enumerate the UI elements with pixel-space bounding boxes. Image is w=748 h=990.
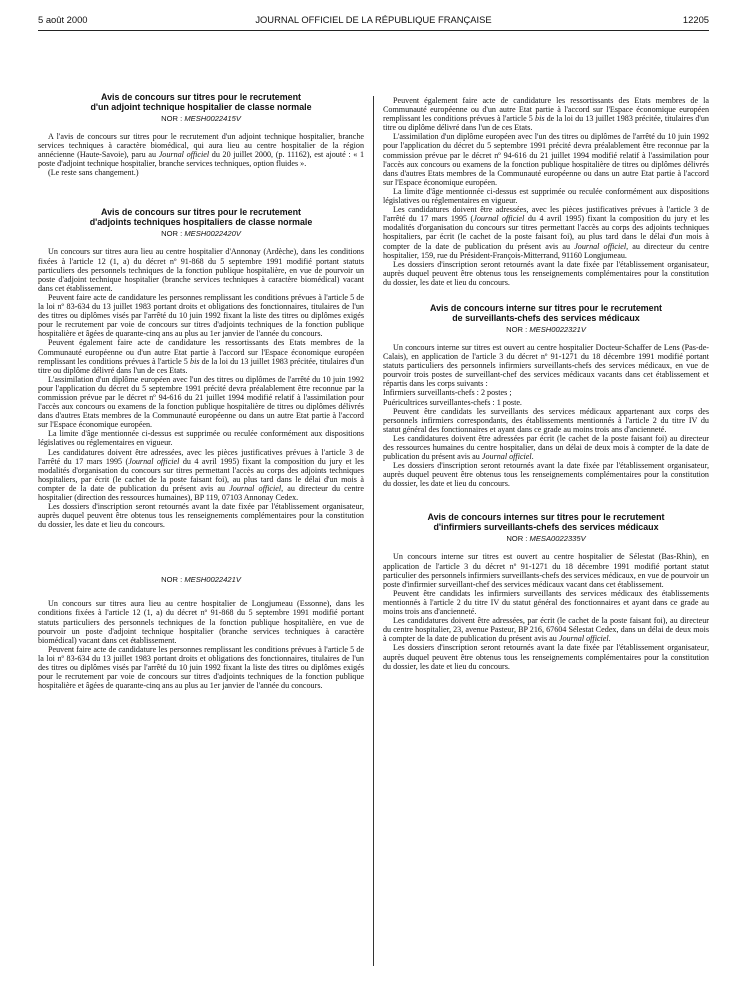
paragraph: Peuvent faire acte de candidature les personnes remplissant les conditions prévues à l'article 5 de la loi nº 83-634 du 13 juillet 1983 portant droits et obligations des fonctionnaires, titulaires de l'un des titres ou diplômes visés par l'arrêté du 10 juin 1992 fixant la liste des titres ou diplômes exigés pour le recrutement par voie de concours sur titres d'adjoints techniques de la fonction publique hospitalière et âgées de quarante-cinq ans au plus au 1er janvier de l'année du concours. xyxy=(38,292,364,339)
column-divider xyxy=(373,96,374,966)
paragraph: Les dossiers d'inscription seront retournés avant la date fixée par l'établissement organisateur, auprès duquel peuvent être obtenus tous les renseignements complémentaires pour la constitution du dossier, les date et lieu du concours. xyxy=(383,643,709,671)
paragraph: Les dossiers d'inscription seront retournés avant la date fixée par l'établissement organisateur, auprès duquel peuvent être obtenus tous les renseignements complémentaires pour la constitution du dossier, les date et lieu du concours. xyxy=(383,259,709,287)
paragraph: Les candidatures doivent être adressées, avec les pièces justificatives prévues à l'article 3 de l'arrêté du 17 mars 1995 (Journal officiel du 4 avril 1995) fixant la composition du jury et les modalités d'organisation du concours sur titres permettant l'accès au corps des adjoints techniques hospitaliers, par écrit (le cachet de la poste faisant foi), au plus tard dans le délai d'un mois à compter de la date de publication du présent avis au Journal officiel, au directeur du centre hospitalier (direction des ressources humaines), BP 119, 07103 Annonay Cedex. xyxy=(38,447,364,502)
list-item: Infirmiers surveillants-chefs : 2 postes ; xyxy=(383,388,512,398)
paragraph: Les candidatures doivent être adressées, par écrit (le cachet de la poste faisant foi), au directeur du centre hospitalier, 23, avenue Pasteur, BP 216, 67604 Sélestat Cedex, dans un délai de deux mois à compter de la date de publication du présent avis au Journal officiel. xyxy=(383,616,709,644)
paragraph: L'assimilation d'un diplôme européen avec l'un des titres ou diplômes de l'arrêté du 10 juin 1992 pour l'application du décret du 5 septembre 1991 précité devra préalablement être reconnue par la commission prévue par le décret nº 94-616 du 21 juillet 1994 modifié relatif à l'assimilation pour l'accès aux concours ou examens de la fonction publique hospitalière de titres ou diplômes délivrés dans d'autres Etats membres de la Communauté européenne ou dans un autre Etat partie à l'accord sur l'Espace économique européen. xyxy=(38,374,364,430)
paragraph: A l'avis de concours sur titres pour le recrutement d'un adjoint technique hospitalier, branche services techniques à caractère biomédical, qui aura lieu au centre hospitalier de la région annécienne (Haute-Savoie), paru au Journal officiel du 20 juillet 2000, (p. 11162), est ajouté : « 1 poste d'adjoint technique hospitalier, branche services techniques, option fluides ». xyxy=(38,132,364,169)
notice-adjoint-technique-annecy xyxy=(38,92,364,177)
paragraph: Peuvent faire acte de candidature les personnes remplissant les conditions prévues à l'article 5 de la loi nº 83-634 du 13 juillet 1983 portant droits et obligations des fonctionnaires, titulaires de l'un des titres ou diplômes visés par l'arrêté du 10 juin 1992 fixant la liste des titres ou diplômes exigés pour le recrutement par voie de concours sur titres d'adjoints techniques de la fonction publique hospitalière et âgées de quarante-cinq ans au plus au 1er janvier de l'année du concours. xyxy=(38,644,364,691)
paragraph: Les candidatures doivent être adressées, avec les pièces justificatives prévues à l'article 3 de l'arrêté du 17 mars 1995 (Journal officiel du 4 avril 1995) fixant la composition du jury et les modalités d'organisation du concours sur titres permettant l'accès au corps des adjoints techniques hospitaliers, par écrit (le cachet de la poste faisant foi), au plus tard dans le délai d'un mois à compter de la date de publication du présent avis au Journal officiel, au directeur du centre hospitalier, 159, rue du Président-François-Mitterrand, 91160 Longjumeau. xyxy=(383,205,709,260)
header-rule xyxy=(38,30,709,31)
paragraph: (Le reste sans changement.) xyxy=(48,168,139,178)
paragraph: Peuvent également faire acte de candidature les ressortissants des Etats membres de la Communauté européenne ou d'un autre Etat partie à l'accord sur l'Espace économique européen remplissant les conditions prévues à l'article 5 bis de la loi du 13 juillet 1983 précitée, titulaires d'un titre ou diplôme délivré dans l'un de ces Etats. xyxy=(383,96,709,133)
issue-date: 5 août 2000 xyxy=(38,14,88,25)
paragraph: Peuvent également faire acte de candidature les ressortissants des Etats membres de la Communauté européenne ou d'un autre Etat partie à l'accord sur l'Espace économique européen remplissant les conditions prévues à l'article 5 bis de la loi du 13 juillet 1983 précitée, titulaires d'un titre ou diplôme délivré dans l'un de ces Etats. xyxy=(38,338,364,375)
paragraph: Un concours sur titres aura lieu au centre hospitalier d'Annonay (Ardèche), dans les conditions fixées à l'article 12 (1, a) du décret nº 91-868 du 5 septembre 1991 modifié portant statuts particuliers des personnels techniques de la fonction publique hospitalière, en vue de pourvoir un poste d'adjoint technique hospitalier (branche services techniques à caractère biomédical) vacant dans cet établissement. xyxy=(38,247,364,293)
paragraph: Un concours sur titres aura lieu au centre hospitalier de Longjumeau (Essonne), dans les conditions fixées à l'article 12 (1, a) du décret nº 91-868 du 5 septembre 1991 modifié portant statuts particuliers des personnels techniques de la fonction publique hospitalière, en vue de pourvoir un poste d'adjoint technique hospitalier (branche services techniques à caractère biomédical) vacant dans cet établissement. xyxy=(38,599,364,645)
notice-surveillants-chefs-lens xyxy=(383,303,709,489)
nor-reference: NOR : MESH0022421V xyxy=(161,575,241,585)
page-number: 12205 xyxy=(682,14,709,25)
paragraph: Peuvent être candidats les surveillants des services médicaux appartenant aux corps des personnels infirmiers correspondants, des établissements mentionnés à l'article 2 du titre IV du statut général des fonctionnaires et ayant dans ce grade au moins trois ans d'ancienneté. xyxy=(383,406,709,434)
nor-reference: NOR : MESH0022415V xyxy=(161,114,241,123)
paragraph: La limite d'âge mentionnée ci-dessus est supprimée ou reculée conformément aux dispositions législatives ou réglementaires en vigueur. xyxy=(383,186,709,206)
paragraph: Peuvent être candidats les infirmiers surveillants des services médicaux des établissements mentionnés à l'article 2 du titre IV du statut général des fonctionnaires et ayant dans ce grade au moins trois ans d'ancienneté. xyxy=(383,588,709,617)
notice-title: Avis de concours sur titres pour le recrutement d'un adjoint technique hospitalier de classe normale xyxy=(90,92,312,112)
nor-reference: NOR : MESH0022420V xyxy=(161,229,241,239)
left-column xyxy=(38,92,364,690)
paragraph: L'assimilation d'un diplôme européen avec l'un des titres ou diplômes de l'arrêté du 10 juin 1992 pour l'application du décret du 5 septembre 1991 précité devra préalablement être reconnue par la commission prévue par le décret nº 94-616 du 21 juillet 1994 modifié relatif à l'assimilation pour l'accès aux concours ou examens de la fonction publique hospitalière de titres ou diplômes délivrés dans d'autres Etats membres de la Communauté européenne ou dans un autre Etat partie à l'accord sur l'Espace économique européen. xyxy=(383,132,709,187)
journal-title: JOURNAL OFFICIEL DE LA RÉPUBLIQUE FRANÇAISE xyxy=(255,14,492,25)
notice-title: Avis de concours interne sur titres pour le recrutement de surveillants-chefs des services médicaux xyxy=(430,302,662,323)
nor-reference: NOR : MESH0022321V xyxy=(506,324,586,334)
notice-title: Avis de concours internes sur titres pour le recrutement d'infirmiers surveillants-chefs des services médicaux xyxy=(427,512,665,533)
notice-adjoints-techniques-annonay xyxy=(38,207,364,529)
paragraph: La limite d'âge mentionnée ci-dessus est supprimée ou reculée conformément aux dispositions législatives ou réglementaires en vigueur. xyxy=(38,429,364,448)
paragraph: Un concours interne sur titres est ouvert au centre hospitalier Docteur-Schaffer de Lens (Pas-de-Calais), en application de l'article 3 du décret nº 91-1271 du 18 décembre 1991 modifié portant statuts particuliers des personnels infirmiers surveillants-chefs des services médicaux, en vue de pourvoir trois postes de surveillant-chef des services médicaux vacants dans cet établissement et répartis dans les corps suivants : xyxy=(383,342,709,389)
paragraph: Un concours interne sur titres est ouvert au centre hospitalier de Sélestat (Bas-Rhin), en application de l'article 3 du décret nº 91-1271 du 18 décembre 1991 modifié portant statut particulier des personnels infirmiers surveillants-chefs des services médicaux, en vue de pourvoir un poste d'infirmier surveillant-chef des services médicaux vacant dans cet établissement. xyxy=(383,552,709,589)
paragraph: Les candidatures doivent être adressées par écrit (le cachet de la poste faisant foi) au directeur des ressources humaines du centre hospitalier, dans un délai de deux mois à compter de la date de publication du présent avis au Journal officiel. xyxy=(383,433,709,462)
nor-reference: NOR : MESA0022335V xyxy=(506,534,586,544)
right-column xyxy=(383,96,709,671)
list-item: Puéricultrices surveillantes-chefs : 1 poste. xyxy=(383,397,522,407)
notice-longjumeau-continued xyxy=(383,96,709,287)
notice-longjumeau xyxy=(38,575,364,690)
notice-title: Avis de concours sur titres pour le recrutement d'adjoints techniques hospitaliers de classe normale xyxy=(89,207,313,228)
paragraph: Les dossiers d'inscription seront retournés avant la date fixée par l'établissement organisateur, auprès duquel peuvent être obtenus tous les renseignements complémentaires pour la constitution du dossier, les date et lieu du concours. xyxy=(383,461,709,489)
page-header xyxy=(38,14,709,26)
paragraph: Les dossiers d'inscription seront retournés avant la date fixée par l'établissement organisateur, auprès duquel peuvent être obtenus tous les renseignements complémentaires pour la constitution du dossier, les date et lieu du concours. xyxy=(38,502,364,530)
notice-infirmiers-surveillants-chefs-selestat xyxy=(383,512,709,670)
